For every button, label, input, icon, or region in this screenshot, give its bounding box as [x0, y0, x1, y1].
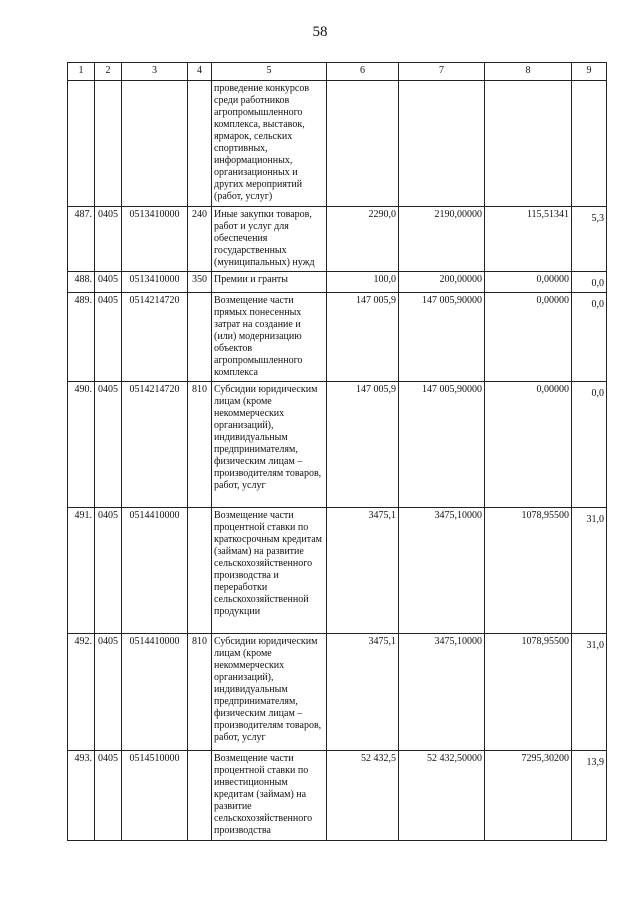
column-header: 7 [399, 63, 485, 81]
value-col-6 [327, 81, 399, 207]
expense-type-code: 350 [188, 272, 212, 293]
value-col-8: 0,00000 [485, 293, 572, 382]
target-article-code: 0514214720 [122, 293, 188, 382]
section-code: 0405 [95, 207, 122, 272]
row-description: Возмещение части процентной ставки по инвестиционным кредитам (займам) на развитие сельскохозяйственного производства [212, 751, 327, 841]
row-description: Субсидии юридическим лицам (кроме некоммерческих организаций), индивидуальным предпринимателям, физическим лицам – производителям товаров, работ, услуг [212, 382, 327, 508]
value-col-6: 3475,1 [327, 634, 399, 751]
expense-type-code: 810 [188, 634, 212, 751]
percent-col-9 [572, 81, 607, 207]
column-header: 1 [68, 63, 95, 81]
value-col-8: 115,51341 [485, 207, 572, 272]
percent-col-9: 31,0 [572, 634, 607, 751]
percent-col-9: 0,0 [572, 382, 607, 508]
value-col-6: 100,0 [327, 272, 399, 293]
row-description: Иные закупки товаров, работ и услуг для обеспечения государственных (муниципальных) нужд [212, 207, 327, 272]
expense-type-code: 240 [188, 207, 212, 272]
table-row [68, 293, 607, 382]
row-description: Возмещение части прямых понесенных затрат на создание и (или) модернизацию объектов агропромышленного комплекса [212, 293, 327, 382]
target-article-code: 0514510000 [122, 751, 188, 841]
row-number [68, 81, 95, 207]
column-header: 5 [212, 63, 327, 81]
value-col-6: 3475,1 [327, 508, 399, 634]
row-number: 487. [68, 207, 95, 272]
expense-type-code [188, 293, 212, 382]
budget-table [67, 62, 607, 841]
table-row [68, 81, 607, 207]
value-col-7: 3475,10000 [399, 508, 485, 634]
column-header: 9 [572, 63, 607, 81]
target-article-code: 0514214720 [122, 382, 188, 508]
value-col-8: 0,00000 [485, 272, 572, 293]
table-row [68, 508, 607, 634]
section-code [95, 81, 122, 207]
value-col-6: 147 005,9 [327, 382, 399, 508]
percent-col-9: 5,3 [572, 207, 607, 272]
column-header: 2 [95, 63, 122, 81]
table-row [68, 382, 607, 508]
row-description: проведение конкурсов среди работников агропромышленного комплекса, выставок, ярмарок, сельских спортивных, информационных, организационных и других мероприятий (работ, услуг) [212, 81, 327, 207]
table-row [68, 272, 607, 293]
row-number: 493. [68, 751, 95, 841]
value-col-6: 52 432,5 [327, 751, 399, 841]
table-row [68, 634, 607, 751]
expense-type-code: 810 [188, 382, 212, 508]
row-description: Субсидии юридическим лицам (кроме некоммерческих организаций), индивидуальным предпринимателям, физическим лицам – производителям товаров, работ, услуг [212, 634, 327, 751]
row-description: Премии и гранты [212, 272, 327, 293]
row-description: Возмещение части процентной ставки по краткосрочным кредитам (займам) на развитие сельскохозяйственного производства и переработки сельскохозяйственной продукции [212, 508, 327, 634]
value-col-8 [485, 81, 572, 207]
value-col-6: 2290,0 [327, 207, 399, 272]
value-col-8: 1078,95500 [485, 634, 572, 751]
value-col-8: 1078,95500 [485, 508, 572, 634]
percent-col-9: 13,9 [572, 751, 607, 841]
section-code: 0405 [95, 508, 122, 634]
column-header: 3 [122, 63, 188, 81]
row-number: 490. [68, 382, 95, 508]
value-col-7: 147 005,90000 [399, 382, 485, 508]
value-col-7: 147 005,90000 [399, 293, 485, 382]
value-col-7: 3475,10000 [399, 634, 485, 751]
expense-type-code [188, 751, 212, 841]
target-article-code [122, 81, 188, 207]
column-header: 6 [327, 63, 399, 81]
column-header: 8 [485, 63, 572, 81]
value-col-7: 52 432,50000 [399, 751, 485, 841]
expense-type-code [188, 81, 212, 207]
section-code: 0405 [95, 293, 122, 382]
header-row [68, 63, 607, 81]
target-article-code: 0513410000 [122, 272, 188, 293]
percent-col-9: 0,0 [572, 272, 607, 293]
row-number: 488. [68, 272, 95, 293]
percent-col-9: 31,0 [572, 508, 607, 634]
target-article-code: 0514410000 [122, 634, 188, 751]
target-article-code: 0513410000 [122, 207, 188, 272]
table-row [68, 751, 607, 841]
table-row [68, 207, 607, 272]
section-code: 0405 [95, 751, 122, 841]
value-col-8: 0,00000 [485, 382, 572, 508]
value-col-7: 2190,00000 [399, 207, 485, 272]
section-code: 0405 [95, 382, 122, 508]
section-code: 0405 [95, 634, 122, 751]
value-col-7 [399, 81, 485, 207]
section-code: 0405 [95, 272, 122, 293]
percent-col-9: 0,0 [572, 293, 607, 382]
page-number: 58 [312, 24, 328, 40]
row-number: 491. [68, 508, 95, 634]
target-article-code: 0514410000 [122, 508, 188, 634]
row-number: 489. [68, 293, 95, 382]
value-col-6: 147 005,9 [327, 293, 399, 382]
column-header: 4 [188, 63, 212, 81]
row-number: 492. [68, 634, 95, 751]
value-col-7: 200,00000 [399, 272, 485, 293]
value-col-8: 7295,30200 [485, 751, 572, 841]
expense-type-code [188, 508, 212, 634]
